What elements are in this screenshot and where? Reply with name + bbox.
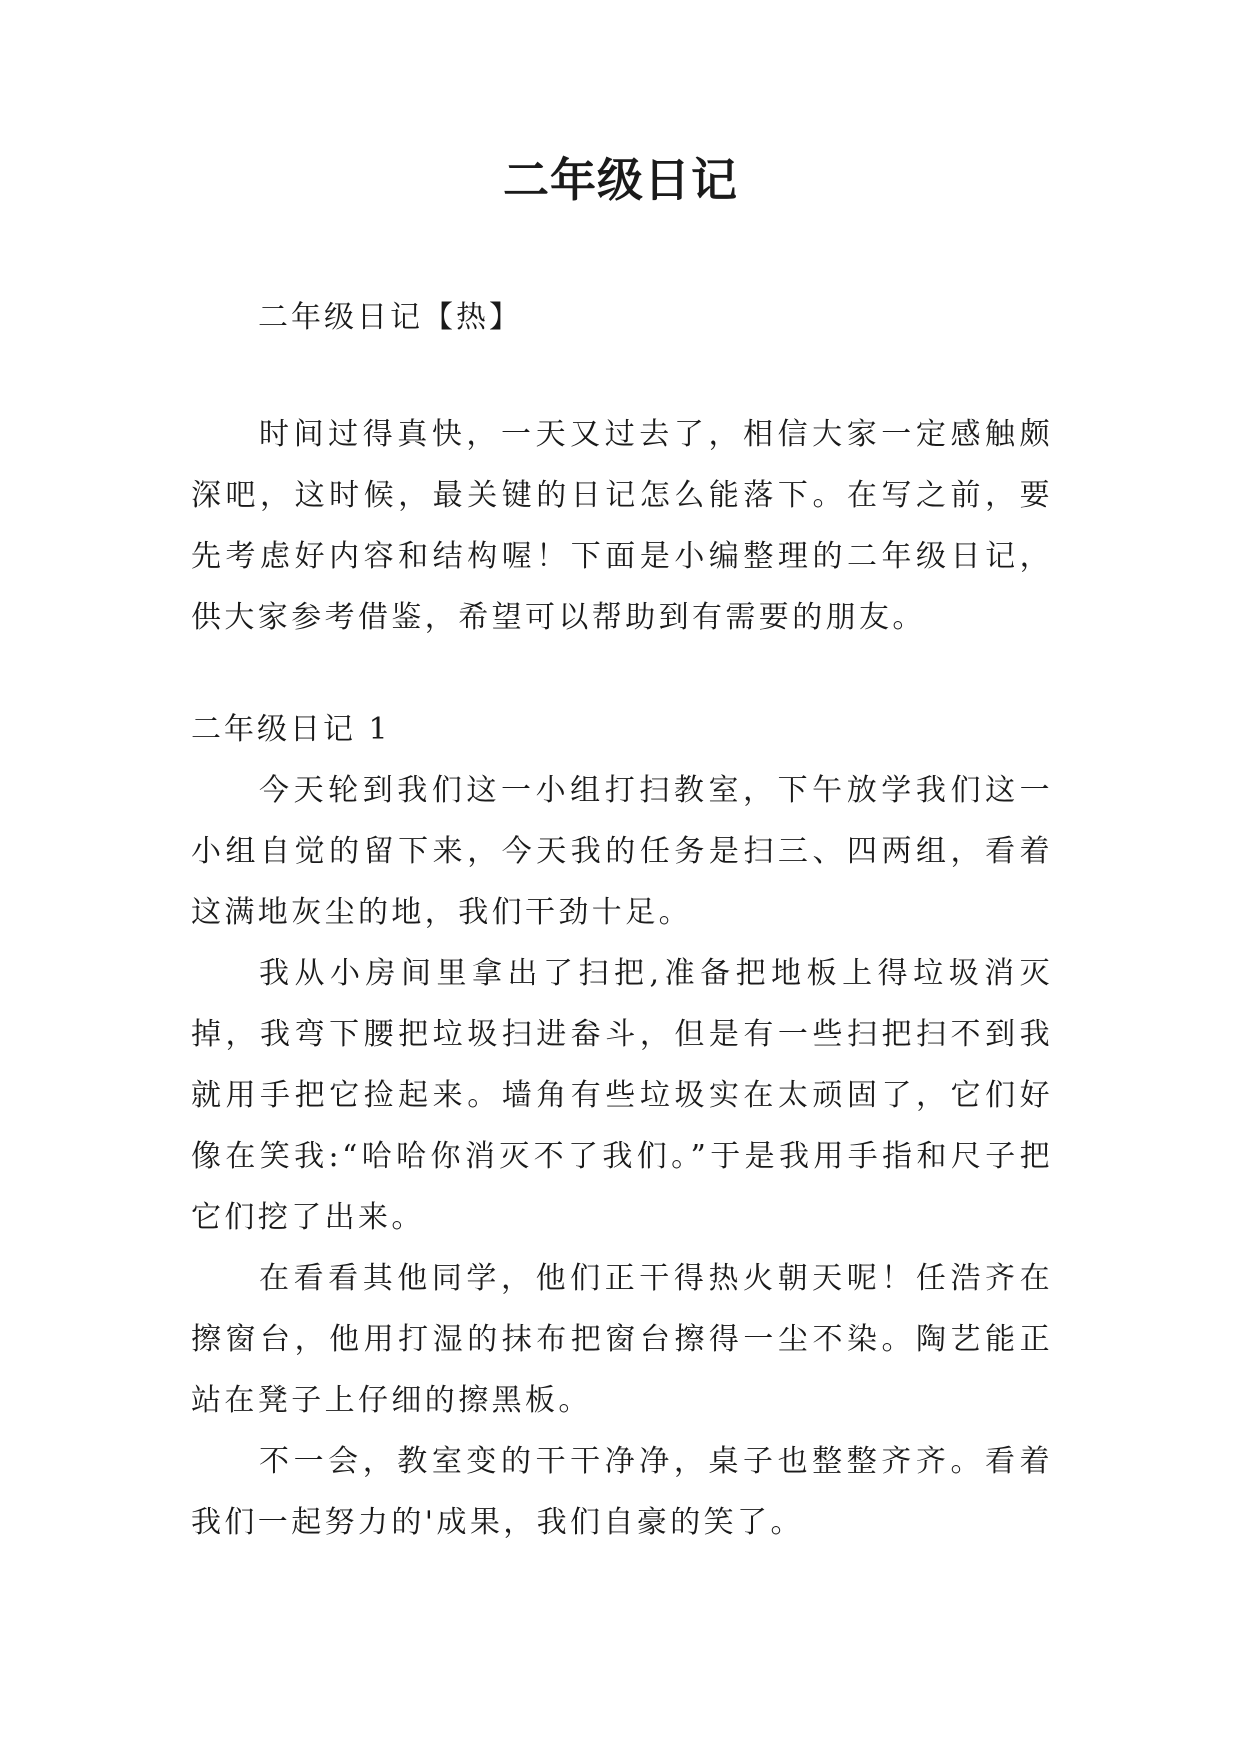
diary-paragraph: 在看看其他同学，他们正干得热火朝天呢！任浩齐在擦窗台，他用打湿的抹布把窗台擦得一尘不染。陶艺能正站在凳子上仔细的擦黑板。 xyxy=(191,1261,1053,1418)
diary-paragraph: 今天轮到我们这一小组打扫教室，下午放学我们这一小组自觉的留下来，今天我的任务是扫三、四两组，看着这满地灰尘的地，我们干劲十足。 xyxy=(191,773,1053,930)
intro-paragraph: 时间过得真快，一天又过去了，相信大家一定感触颇深吧，这时候，最关键的日记怎么能落下。在写之前，要先考虑好内容和结构喔！下面是小编整理的二年级日记，供大家参考借鉴，希望可以帮助到有需要的朋友。 xyxy=(191,417,1053,635)
page-title: 二年级日记 xyxy=(503,153,738,207)
section-heading: 二年级日记 1 xyxy=(191,712,391,747)
diary-paragraph: 我从小房间里拿出了扫把,准备把地板上得垃圾消灭掉，我弯下腰把垃圾扫进畚斗，但是有一些扫把扫不到我就用手把它捡起来。墙角有些垃圾实在太顽固了，它们好像在笑我:“哈哈你消灭不了我们。”于是我用手指和尺子把它们挖了出来。 xyxy=(191,956,1053,1235)
document-subtitle: 二年级日记【热】 xyxy=(258,300,522,335)
diary-section xyxy=(191,699,1053,1553)
diary-paragraph: 不一会，教室变的干干净净，桌子也整整齐齐。看着我们一起努力的'成果，我们自豪的笑了。 xyxy=(191,1444,1053,1540)
